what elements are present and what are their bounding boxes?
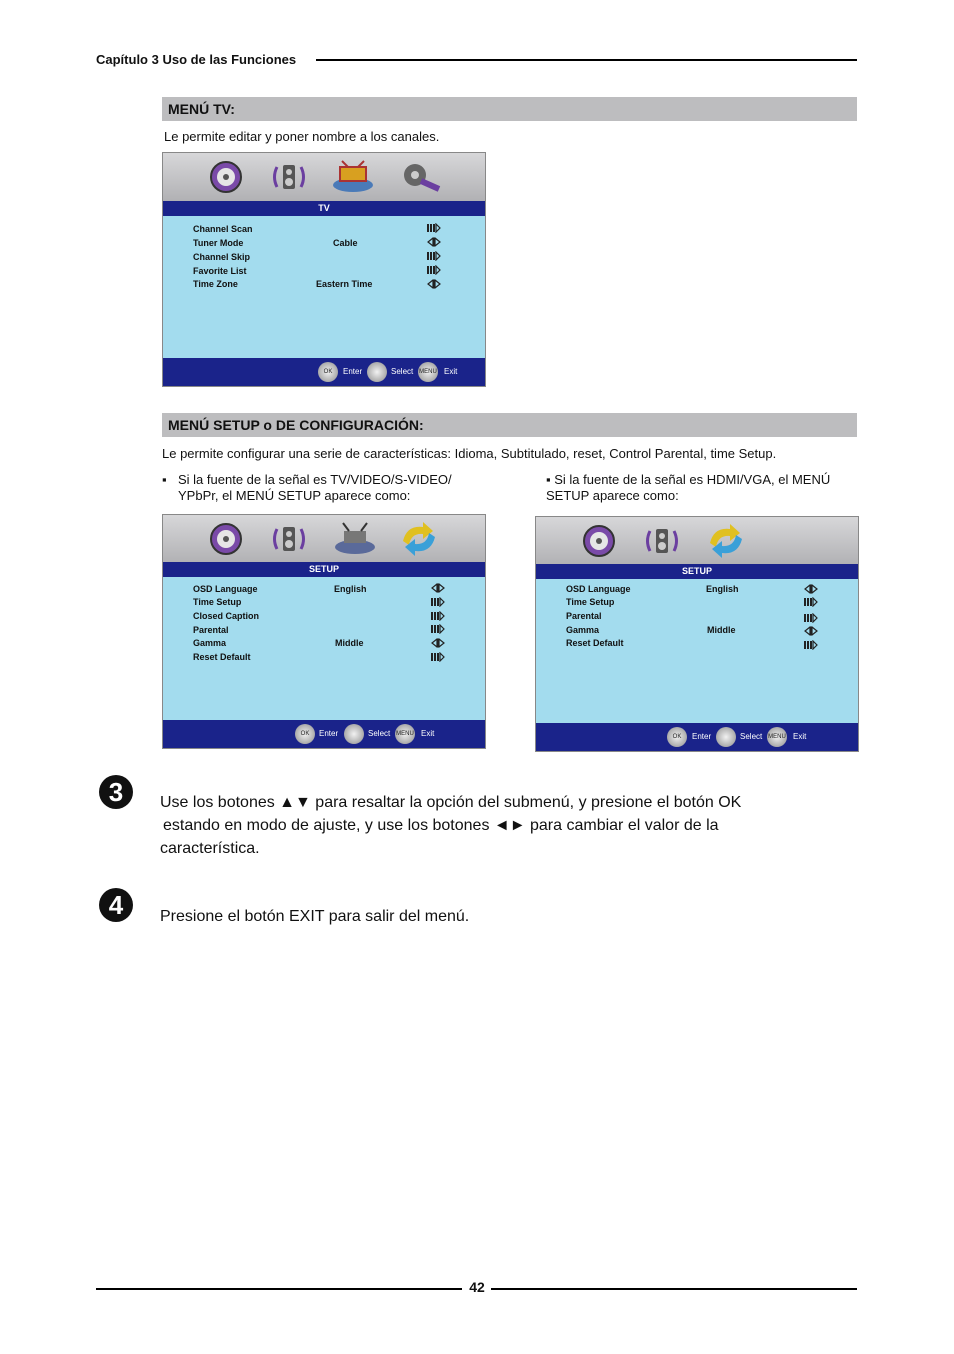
left-right-arrow-icon	[431, 638, 445, 648]
note-left-line1: Si la fuente de la señal es TV/VIDEO/S-VIDEO/	[178, 472, 452, 487]
tv-antenna-icon	[328, 159, 378, 195]
chapter-title: Capítulo 3 Uso de las Funciones	[96, 52, 297, 67]
osd-tv-title: TV	[163, 201, 485, 216]
dpad-icon	[367, 362, 387, 382]
note-right-line2: SETUP aparece como:	[546, 488, 679, 503]
osd-value-tuner-mode: Cable	[333, 238, 358, 248]
osd-item-gamma[interactable]: Gamma	[566, 625, 600, 635]
osd-item-channel-skip[interactable]: Channel Skip	[193, 252, 251, 262]
section-title-tv: MENÚ TV:	[168, 101, 235, 117]
exit-label: Exit	[793, 732, 807, 741]
enter-label: Enter	[343, 367, 363, 376]
arrows-icon	[397, 521, 441, 557]
section-setup-description: Le permite configurar una serie de características: Idioma, Subtitulado, reset, Control Parental, time Setup.	[162, 446, 777, 461]
speaker-icon	[270, 521, 308, 557]
enter-arrow-icon	[427, 251, 441, 261]
select-label: Select	[391, 367, 414, 376]
osd-value-time-zone: Eastern Time	[316, 279, 373, 289]
osd-value-osd-language: English	[706, 584, 739, 594]
enter-label: Enter	[319, 729, 339, 738]
exit-label: Exit	[421, 729, 435, 738]
osd-item-time-setup[interactable]: Time Setup	[193, 597, 242, 607]
speaker-icon	[270, 159, 308, 195]
enter-arrow-icon	[427, 265, 441, 275]
osd-icon-bar	[536, 517, 858, 565]
osd-icon-bar	[163, 515, 485, 563]
osd-value-gamma: Middle	[707, 625, 736, 635]
step-3-line2: estando en modo de ajuste, y use los botones ◄► para cambiar el valor de la	[163, 817, 719, 834]
osd-item-osd-language[interactable]: OSD Language	[193, 584, 258, 594]
enter-arrow-icon	[804, 640, 818, 650]
osd-item-gamma[interactable]: Gamma	[193, 638, 227, 648]
step-3-line3: característica.	[160, 840, 260, 857]
osd-item-closed-caption[interactable]: Closed Caption	[193, 611, 260, 621]
ok-button-icon: OK	[318, 362, 338, 382]
section-tv-description: Le permite editar y poner nombre a los canales.	[164, 129, 440, 144]
note-left-line2: YPbPr, el MENÚ SETUP aparece como:	[178, 488, 411, 503]
osd-item-parental[interactable]: Parental	[566, 611, 602, 621]
left-right-arrow-icon	[427, 237, 441, 247]
left-right-arrow-icon	[431, 583, 445, 593]
enter-label: Enter	[692, 732, 712, 741]
bullet-marker: ▪	[162, 472, 167, 487]
menu-button-icon: MENU	[395, 724, 415, 744]
osd-item-time-zone[interactable]: Time Zone	[193, 279, 238, 289]
ok-button-icon: OK	[295, 724, 315, 744]
enter-arrow-icon	[804, 613, 818, 623]
osd-tv-panel	[163, 216, 485, 358]
disc-icon	[207, 159, 245, 195]
disc-icon	[580, 523, 618, 559]
section-title-setup: MENÚ SETUP o DE CONFIGURACIÓN:	[168, 417, 424, 433]
osd-tv-menu	[162, 152, 486, 387]
enter-arrow-icon	[431, 624, 445, 634]
header-rule	[316, 59, 857, 61]
dpad-icon	[344, 724, 364, 744]
step-number-4: 4	[99, 888, 133, 922]
section-bar-setup	[162, 413, 857, 437]
osd-setup-title: SETUP	[163, 562, 485, 577]
enter-arrow-icon	[804, 597, 818, 607]
step-4-line1: Presione el botón EXIT para salir del menú.	[160, 908, 470, 925]
left-right-arrow-icon	[804, 626, 818, 636]
osd-item-time-setup[interactable]: Time Setup	[566, 597, 615, 607]
osd-setup-panel	[536, 579, 858, 723]
menu-button-icon: MENU	[767, 727, 787, 747]
tv-antenna-icon	[331, 521, 379, 557]
page-number: 42	[469, 1279, 485, 1295]
osd-setup-menu-hdmi-vga	[535, 516, 859, 752]
osd-icon-bar	[163, 153, 485, 201]
osd-tv-footer	[163, 358, 485, 386]
select-label: Select	[740, 732, 763, 741]
select-label: Select	[368, 729, 391, 738]
enter-arrow-icon	[427, 223, 441, 233]
footer-rule-left	[96, 1288, 462, 1290]
step-3-line1: Use los botones ▲▼ para resaltar la opción del submenú, y presione el botón OK	[160, 794, 742, 811]
osd-setup-menu-tv-sources	[162, 514, 486, 749]
enter-arrow-icon	[431, 611, 445, 621]
exit-label: Exit	[444, 367, 458, 376]
osd-setup-panel	[163, 577, 485, 720]
disc-icon	[207, 521, 245, 557]
left-right-arrow-icon	[804, 584, 818, 594]
section-bar-tv	[162, 97, 857, 121]
enter-arrow-icon	[431, 597, 445, 607]
osd-item-tuner-mode[interactable]: Tuner Mode	[193, 238, 244, 248]
osd-item-favorite-list[interactable]: Favorite List	[193, 266, 247, 276]
osd-value-gamma: Middle	[335, 638, 364, 648]
arrows-icon	[704, 523, 748, 559]
osd-item-reset-default[interactable]: Reset Default	[193, 652, 251, 662]
osd-item-reset-default[interactable]: Reset Default	[566, 638, 624, 648]
osd-setup-footer	[163, 720, 485, 748]
osd-item-channel-scan[interactable]: Channel Scan	[193, 224, 253, 234]
menu-button-icon: MENU	[418, 362, 438, 382]
settings-tools-icon	[399, 159, 443, 195]
footer-rule-right	[491, 1288, 857, 1290]
step-number-3: 3	[99, 775, 133, 809]
left-right-arrow-icon	[427, 279, 441, 289]
enter-arrow-icon	[431, 652, 445, 662]
osd-value-osd-language: English	[334, 584, 367, 594]
speaker-icon	[643, 523, 681, 559]
osd-item-osd-language[interactable]: OSD Language	[566, 584, 631, 594]
osd-setup-title: SETUP	[536, 564, 858, 579]
osd-item-parental[interactable]: Parental	[193, 625, 229, 635]
note-right-line1: ▪ Si la fuente de la señal es HDMI/VGA, el MENÚ	[546, 472, 831, 487]
osd-setup-footer	[536, 723, 858, 751]
dpad-icon	[716, 727, 736, 747]
ok-button-icon: OK	[667, 727, 687, 747]
